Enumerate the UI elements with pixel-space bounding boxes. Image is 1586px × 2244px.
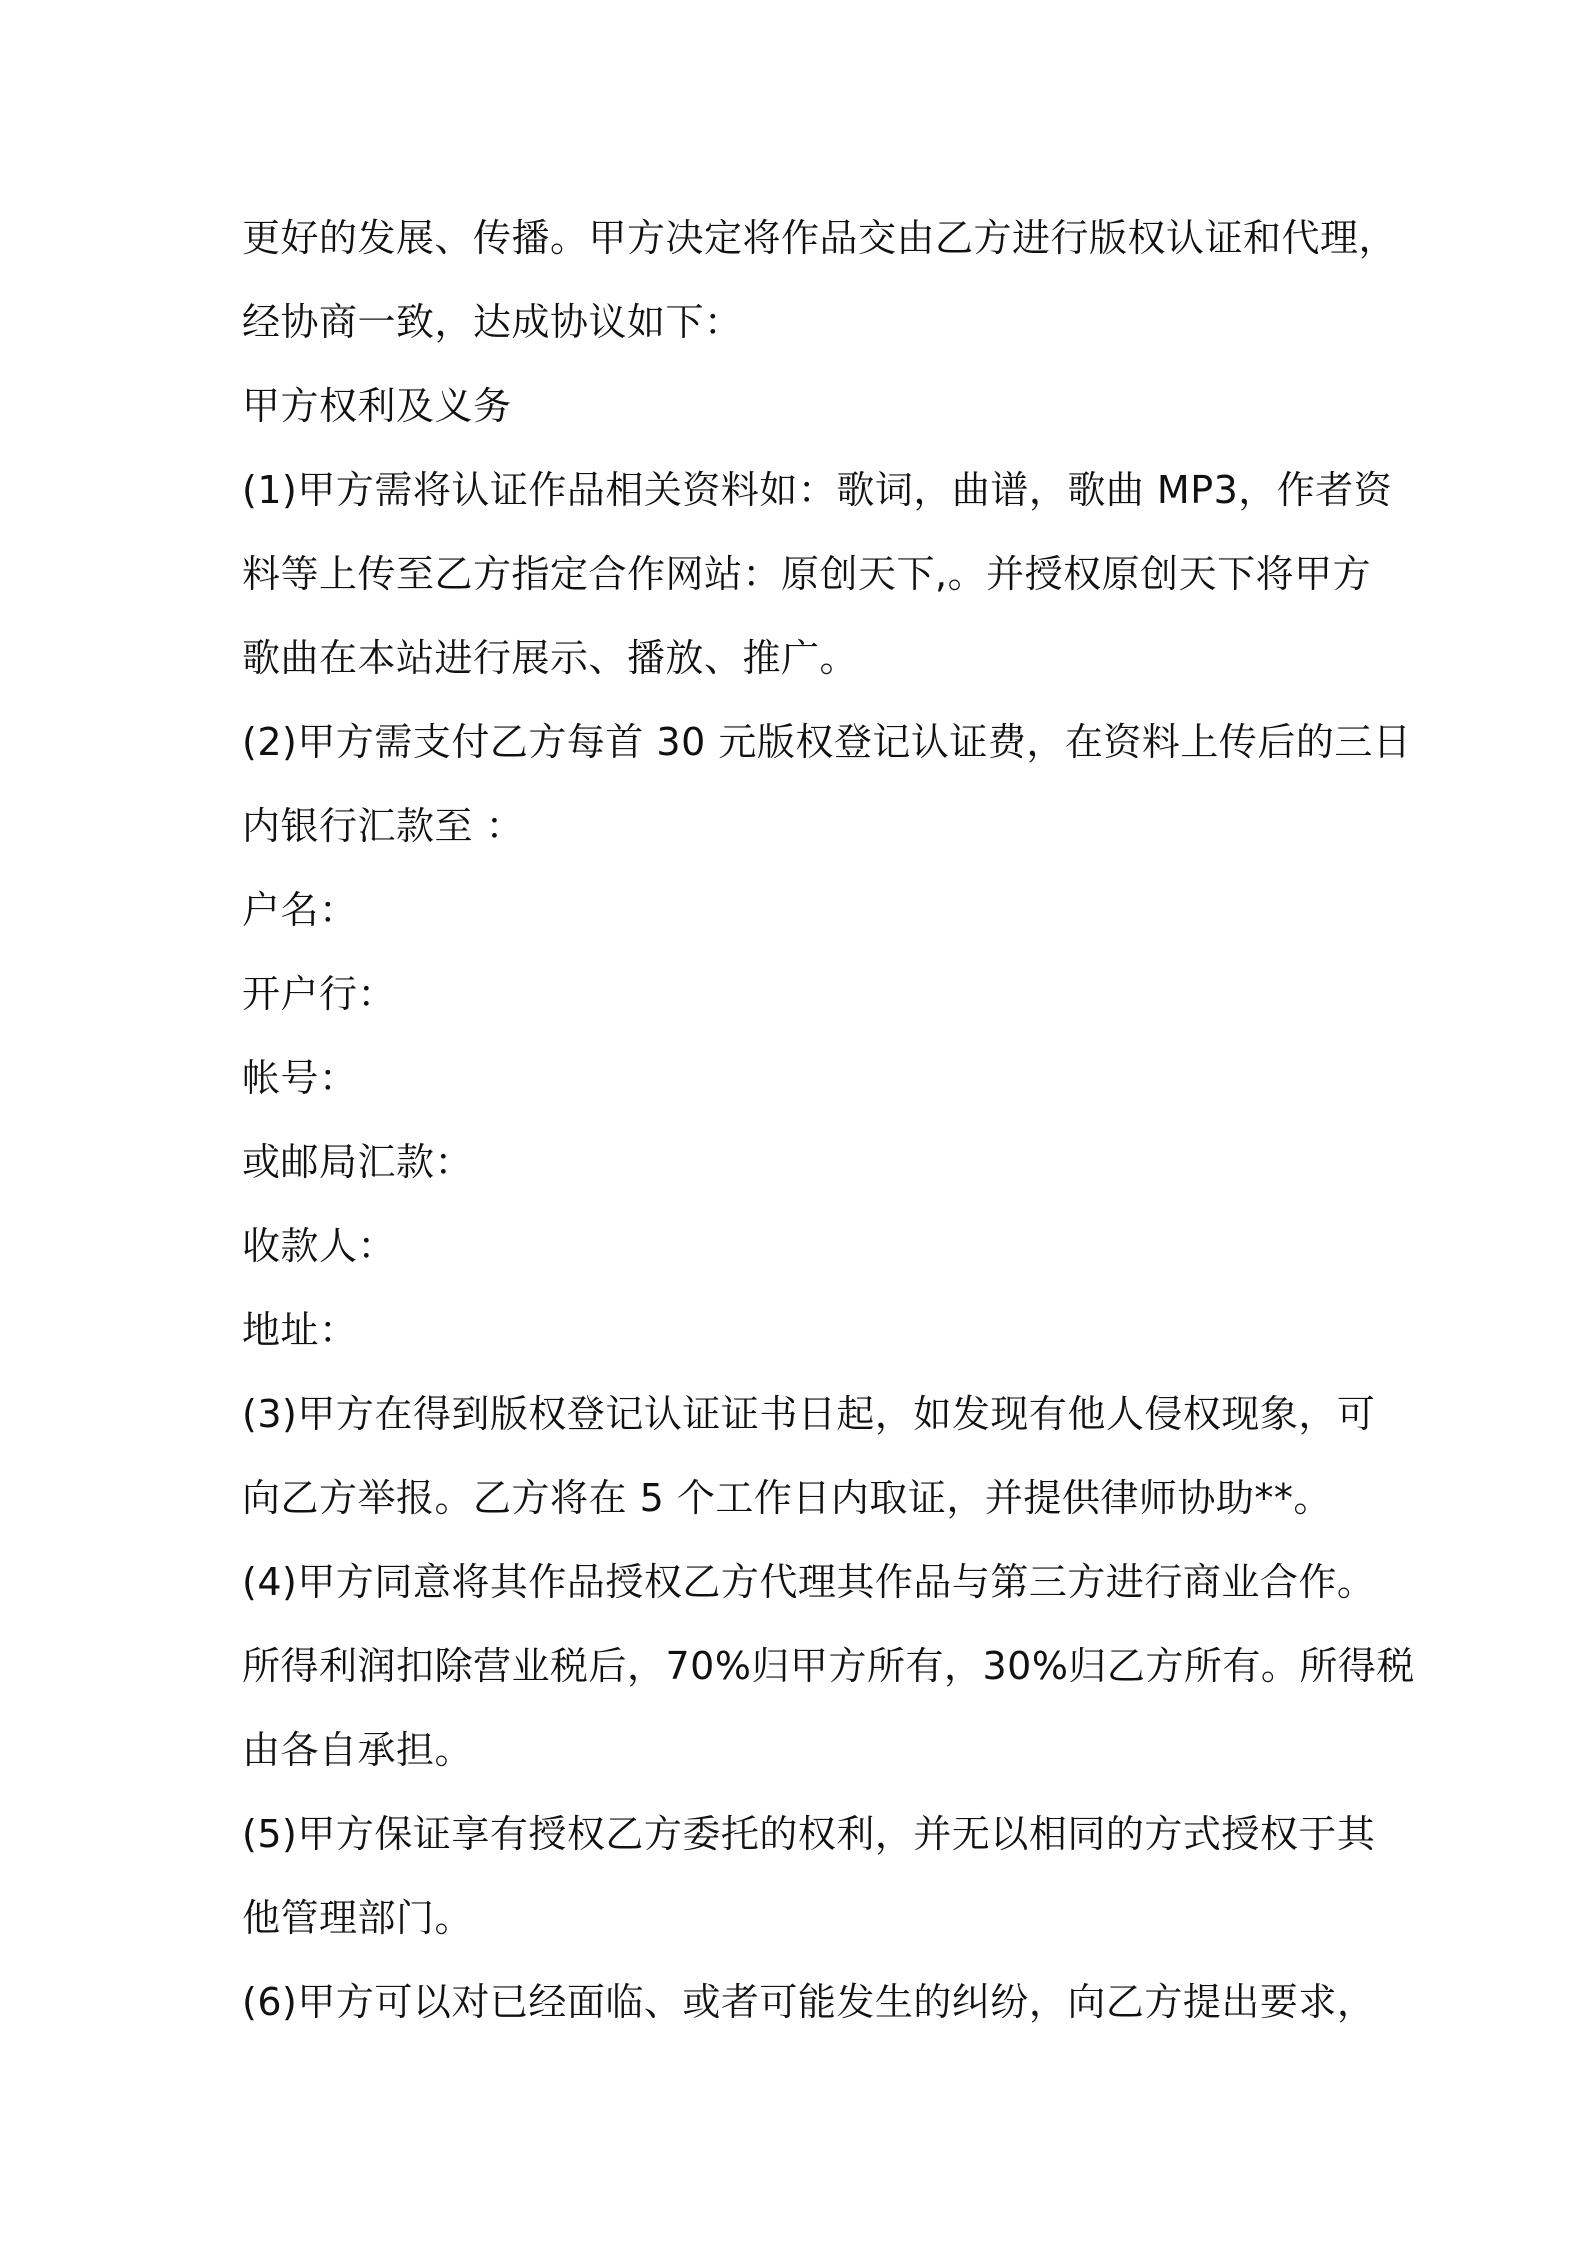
clause-5-line: 他管理部门。 [242,1896,474,1940]
clause-2-line: 内银行汇款至 ： [242,804,525,848]
clause-1-line: (1)甲方需将认证作品相关资料如：歌词，曲谱，歌曲 MP3，作者资 [242,468,1393,512]
clause-6-line: (6)甲方可以对已经面临、或者可能发生的纠纷，向乙方提出要求， [242,1980,1376,2024]
clause-5-line: (5)甲方保证享有授权乙方委托的权利，并无以相同的方式授权于其 [242,1812,1376,1856]
clause-3-line: 向乙方举报。乙方将在 5 个工作日内取证，并提供律师协助**。 [242,1476,1332,1520]
bank-label: 开户行： [242,972,397,1016]
address-label: 地址： [242,1308,358,1352]
clause-1-line: 料等上传至乙方指定合作网站：原创天下,。并授权原创天下将甲方 [242,552,1372,596]
text-line: 更好的发展、传播。甲方决定将作品交由乙方进行版权认证和代理， [242,216,1398,260]
clause-4-line: 所得利润扣除营业税后，70%归甲方所有，30%归乙方所有。所得税 [242,1644,1415,1688]
postal-remittance-label: 或邮局汇款： [242,1140,474,1184]
section-heading: 甲方权利及义务 [242,384,512,428]
clause-4-line: (4)甲方同意将其作品授权乙方代理其作品与第三方进行商业合作。 [242,1560,1376,1604]
account-number-label: 帐号： [242,1056,358,1100]
account-name-label: 户名： [242,888,358,932]
clause-3-line: (3)甲方在得到版权登记认证证书日起，如发现有他人侵权现象，可 [242,1392,1376,1436]
clause-1-line: 歌曲在本站进行展示、播放、推广。 [242,636,859,680]
document-body [242,196,1415,2044]
text-line: 经协商一致，达成协议如下： [242,300,743,344]
clause-4-line: 由各自承担。 [242,1728,474,1772]
payee-label: 收款人： [242,1224,397,1268]
clause-2-line: (2)甲方需支付乙方每首 30 元版权登记认证费，在资料上传后的三日 [242,720,1412,764]
